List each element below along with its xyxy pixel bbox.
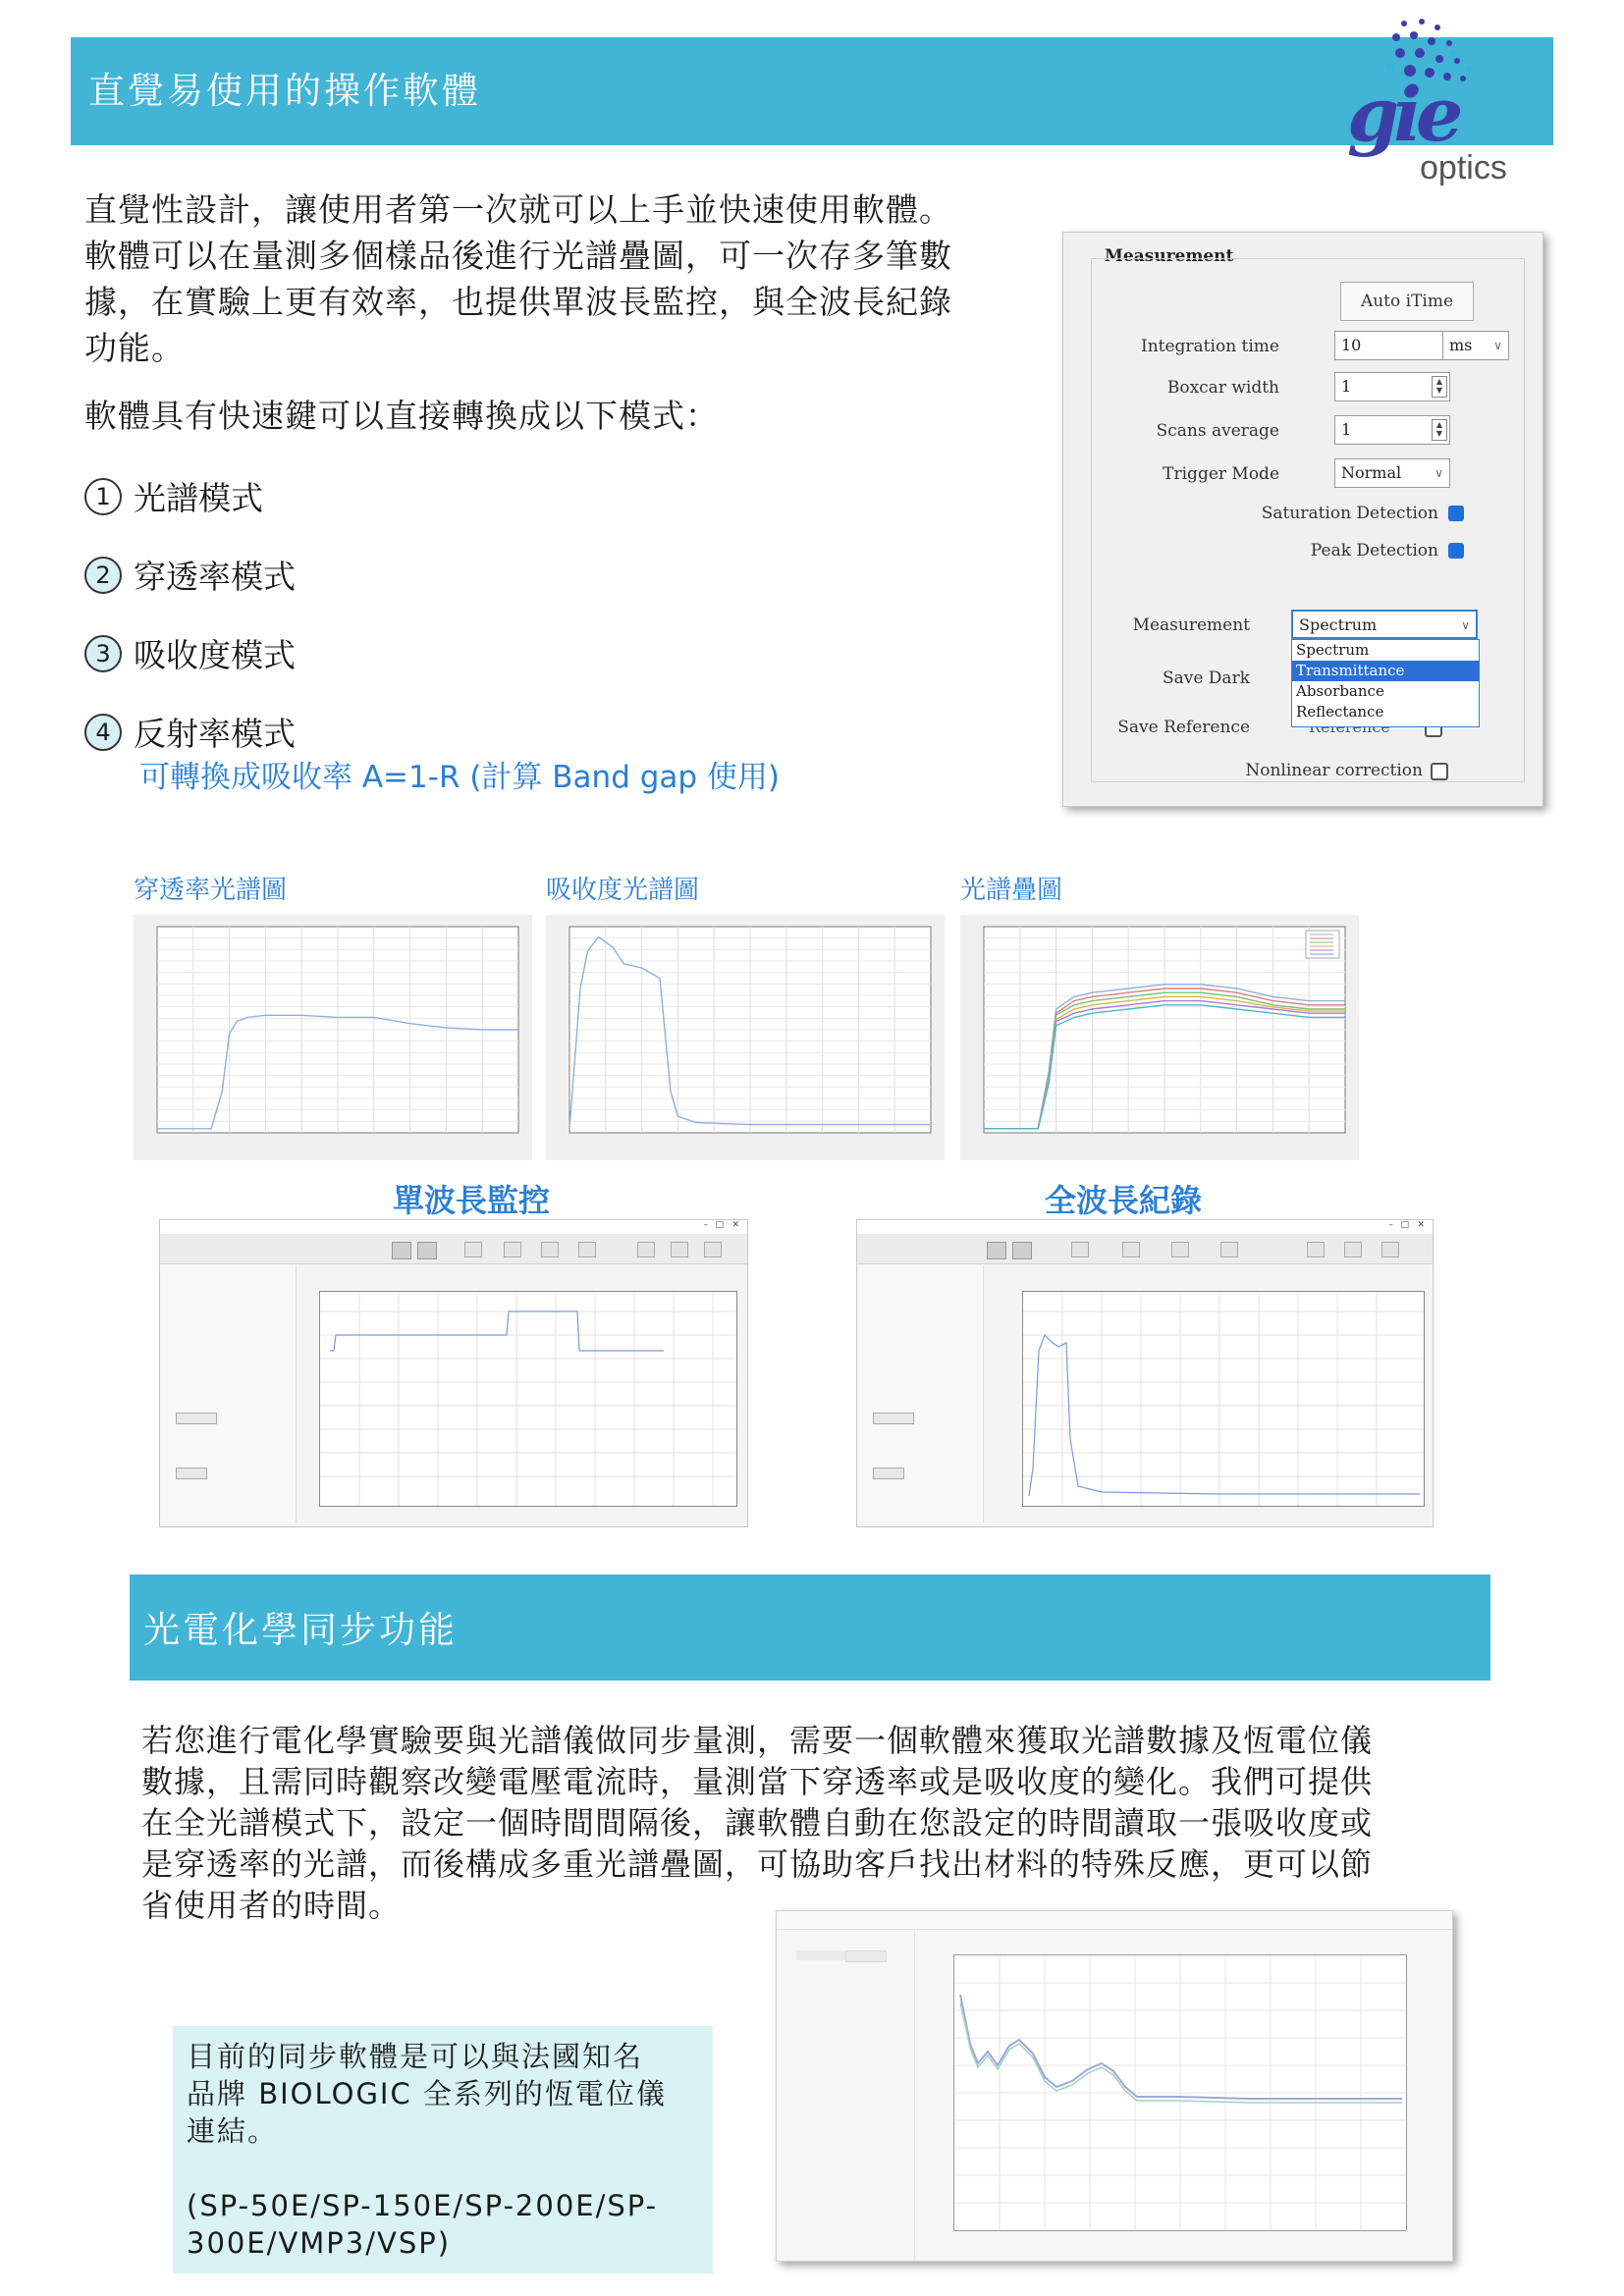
boxcar-input[interactable] [1334, 372, 1450, 401]
mode-note: 可轉換成吸收率 A=1-R (計算 Band gap 使用) [139, 760, 781, 795]
ribbon-button[interactable] [1122, 1242, 1140, 1257]
minimize-icon[interactable]: – [703, 1220, 708, 1230]
logo-letters: gie [1347, 71, 1458, 158]
full-wavelength-caption: 全波長紀錄 [1045, 1182, 1203, 1219]
ribbon-button[interactable] [541, 1242, 559, 1257]
section2-line: 在全光譜模式下，設定一個時間間隔後，讓軟體自動在您設定的時間讀取一張吸收度或 [141, 1804, 1374, 1842]
transmittance-caption: 穿透率光譜圖 [134, 876, 288, 905]
ribbon-button[interactable] [1220, 1242, 1238, 1257]
note-models-line: 300E/VMP3/VSP) [187, 2226, 452, 2260]
mode-number: 3 [84, 635, 122, 672]
section2-title: 光電化學同步功能 [143, 1609, 458, 1651]
ribbon-button[interactable] [987, 1242, 1006, 1259]
section2-line: 數據，且需同時觀察改變電壓電流時，量測當下穿透率或是吸收度的變化。我們可提供 [141, 1763, 1374, 1800]
sidebar-button[interactable] [176, 1413, 217, 1424]
measurement-select-value: Spectrum [1299, 615, 1378, 634]
window-sidebar [160, 1265, 297, 1522]
sidebar-button[interactable] [873, 1468, 904, 1479]
mode-label: 光譜模式 [134, 479, 263, 517]
integration-unit-value: ms [1449, 336, 1473, 354]
full-wavelength-window [856, 1219, 1434, 1527]
chevron-down-icon: ∨ [1461, 618, 1470, 632]
sidebar-button[interactable] [873, 1413, 914, 1424]
nonlinear-checkbox[interactable] [1431, 763, 1448, 780]
single-wavelength-caption: 單波長監控 [393, 1182, 551, 1219]
mode-number: 1 [84, 478, 122, 515]
mode-number: 4 [84, 714, 122, 751]
single-wavelength-plot [319, 1291, 737, 1507]
dropdown-option[interactable]: Reflectance [1296, 703, 1384, 721]
section2-paragraph [141, 1720, 1487, 1926]
intro-line: 功能。 [84, 329, 185, 367]
integration-label: Integration time [1140, 337, 1279, 356]
section1-title: 直覺易使用的操作軟體 [88, 70, 481, 112]
absorbance-caption: 吸收度光譜圖 [546, 876, 700, 905]
integration-input[interactable]: 10 [1334, 331, 1444, 360]
ribbon-button[interactable] [1381, 1242, 1399, 1257]
section2-line: 是穿透率的光譜，而後構成多重光譜疊圖，可協助客戶找出材料的特殊反應，更可以節 [141, 1845, 1374, 1883]
section1-banner [71, 37, 1553, 145]
scans-label: Scans average [1156, 421, 1279, 441]
mode-label: 吸收度模式 [134, 636, 296, 674]
section2-line: 若您進行電化學實驗要與光譜儀做同步量測，需要一個軟體來獲取光譜數據及恆電位儀 [141, 1722, 1374, 1759]
stepper-icon[interactable]: ▲ ▼ [1432, 419, 1447, 441]
absorbance-chart-svg [546, 915, 945, 1160]
trigger-select[interactable] [1334, 458, 1450, 488]
ribbon-button[interactable] [464, 1242, 482, 1257]
mode-number: 2 [84, 557, 122, 594]
dropdown-option-selected[interactable]: Transmittance [1292, 661, 1479, 681]
sync-sidebar [777, 1929, 915, 2261]
stepper-icon[interactable]: ▲ ▼ [1432, 376, 1447, 398]
ribbon-button[interactable] [578, 1242, 596, 1257]
ribbon-button[interactable] [392, 1242, 411, 1259]
biologic-note [173, 2026, 713, 2273]
section2-banner [130, 1575, 1490, 1681]
window-titlebar [160, 1220, 747, 1235]
intro-line: 軟體可以在量測多個樣品後進行光譜疊圖，可一次存多筆數 [84, 237, 952, 275]
note-line: 連結。 [187, 2114, 279, 2148]
save-reference-label[interactable]: Save Reference [1117, 718, 1250, 737]
overlay-chart [960, 915, 1359, 1160]
saturation-checkbox[interactable] [1448, 506, 1464, 521]
note-line: 目前的同步軟體是可以與法國知名 [187, 2040, 644, 2073]
ribbon-button[interactable] [704, 1242, 722, 1257]
section2-line: 省使用者的時間。 [141, 1887, 402, 1924]
absorbance-chart [546, 915, 945, 1160]
maximize-icon[interactable]: □ [1400, 1220, 1409, 1230]
auto-itime-button[interactable]: Auto iTime [1340, 282, 1474, 321]
minimize-icon[interactable]: – [1388, 1220, 1393, 1230]
window-ribbon [857, 1234, 1433, 1264]
window-ribbon [160, 1234, 747, 1264]
measurement-panel [1062, 232, 1543, 807]
chevron-down-icon: ∨ [1435, 466, 1443, 480]
ribbon-button[interactable] [1307, 1242, 1325, 1257]
mode-label: 穿透率模式 [134, 558, 296, 596]
transmittance-chart [134, 915, 532, 1160]
nonlinear-label: Nonlinear correction [1245, 761, 1423, 780]
single-wavelength-plot-svg [320, 1292, 736, 1506]
ribbon-button[interactable] [1071, 1242, 1089, 1257]
note-models-line: (SP-50E/SP-150E/SP-200E/SP- [187, 2189, 659, 2222]
sync-software-screenshot [776, 1910, 1453, 2262]
gie-optics-logo [1335, 14, 1522, 190]
ribbon-button[interactable] [1344, 1242, 1362, 1257]
sync-plot [953, 1954, 1407, 2231]
integration-unit-select[interactable] [1442, 331, 1509, 360]
ribbon-button[interactable] [1171, 1242, 1189, 1257]
maximize-icon[interactable]: □ [715, 1220, 724, 1230]
measurement-panel-title: Measurement [1105, 246, 1234, 266]
window-sidebar [857, 1265, 984, 1522]
saturation-label: Saturation Detection [1261, 504, 1438, 523]
boxcar-label: Boxcar width [1166, 378, 1279, 398]
transmittance-chart-svg [134, 915, 532, 1160]
note-line: 品牌 BIOLOGIC 全系列的恆電位儀 [187, 2077, 667, 2110]
full-wavelength-plot-svg [1023, 1292, 1424, 1506]
mode-item [84, 709, 296, 755]
sync-tabbar [777, 1911, 1452, 1930]
sidebar-button[interactable] [176, 1468, 207, 1479]
ribbon-button[interactable] [637, 1242, 655, 1257]
close-icon[interactable]: ✕ [731, 1220, 739, 1230]
intro-line: 據，在實驗上更有效率，也提供單波長監控，與全波長紀錄 [84, 283, 952, 321]
overlay-caption: 光譜疊圖 [960, 876, 1063, 905]
peak-checkbox[interactable] [1448, 543, 1464, 559]
ribbon-button[interactable] [1012, 1242, 1032, 1259]
ribbon-button[interactable] [504, 1242, 521, 1257]
dropdown-option[interactable]: Absorbance [1296, 682, 1384, 700]
trigger-value: Normal [1341, 463, 1402, 482]
intro-paragraph [84, 187, 1027, 371]
save-dark-label[interactable]: Save Dark [1162, 668, 1250, 688]
overlay-chart-svg [960, 915, 1359, 1160]
trigger-label: Trigger Mode [1163, 464, 1279, 484]
peak-label: Peak Detection [1310, 541, 1438, 561]
mode-label: 反射率模式 [134, 715, 296, 753]
ribbon-button[interactable] [671, 1242, 688, 1257]
shortcut-text: 軟體具有快速鍵可以直接轉換成以下模式： [84, 397, 719, 435]
sync-plot-svg [954, 1955, 1406, 2230]
single-wavelength-window [159, 1219, 748, 1527]
measurement-label: Measurement [1132, 615, 1250, 635]
scans-value: 1 [1341, 420, 1352, 439]
chevron-down-icon: ∨ [1493, 339, 1502, 352]
measurement-dropdown[interactable] [1291, 639, 1480, 727]
measurement-select[interactable] [1291, 610, 1478, 639]
scans-input[interactable] [1334, 415, 1450, 445]
dropdown-option[interactable]: Spectrum [1296, 641, 1370, 659]
intro-line: 直覺性設計，讓使用者第一次就可以上手並快速使用軟體。 [84, 190, 952, 229]
boxcar-value: 1 [1341, 377, 1352, 396]
window-titlebar [857, 1220, 1433, 1235]
logo-word: optics [1420, 149, 1507, 187]
full-wavelength-plot [1022, 1291, 1425, 1507]
close-icon[interactable]: ✕ [1417, 1220, 1425, 1230]
mode-item [84, 552, 296, 598]
mode-item [84, 630, 296, 676]
mode-item [84, 473, 263, 519]
ribbon-button[interactable] [417, 1242, 437, 1259]
